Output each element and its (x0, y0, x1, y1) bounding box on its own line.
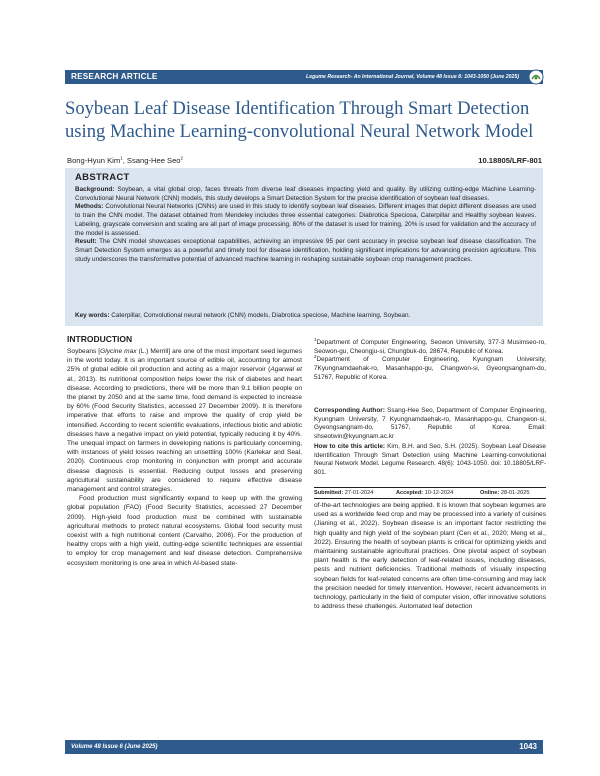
cite-label: How to cite this article: (314, 443, 386, 450)
affiliation-1 (314, 336, 546, 356)
methods-label: Methods: (75, 203, 104, 211)
doi[interactable]: 10.18805/LRF-801 (478, 156, 542, 165)
intro-paragraph-2: Food production must significantly expand to keep up with the growing global population (FAO) (Food Security Statistics, accessed 27 December 2009). High-yield food production must be combined with sustainable agricultural methods to protect natural ecosystems. Global food security must coexist with a high nutritional content (Carvalho, 2006). For the production of healthy crops with a high yield, cutting-edge scientific techniques are essential to employ for crop management and leaf disease detection. Comprehensive ecosystem monitoring is one area in which AI-based state- (67, 495, 302, 567)
keywords (75, 312, 535, 321)
abstract-heading: ABSTRACT (75, 172, 130, 183)
intro-p1-c: , 2013). Its nutritional composition helps lower the risk of diabetes and heart disease. According to predictions, there will be more than 9.1 billion people on the planet by 2050 and at the same time, food demand is expected to increase by 60% (Food Security Statistics, accessed 27 December 2009). It is therefore imperative that efforts to raise and improve the quality of crop yield be intensified. According to recent scientific evaluations, infectious biotic and abiotic diseases have a negative impact on yield potential, typically reducing it by 40%. The unequal impact on farmers in developing nations is particularly concerning, with instances of yield losses reaching an unsettling 100% (Karlekar and Seal, 2020). Continuous crop monitoring in conjunction with prompt and accurate disease diagnosis is essential. Reducing output losses and preserving agricultural sustainability are considered to require effective disease management and control strategies. (67, 375, 302, 494)
background-text: Soybean, a vital global crop, faces threats from diverse leaf diseases impacting yield and quality. By utilizing cutting-edge Machine Learning-Convolutional Neural Network (CNN) models, this study develops a Smart Detection System for the precise identification of soybean leaf diseases. (75, 186, 536, 202)
intro-paragraph-1 (67, 347, 302, 494)
introduction-heading: INTRODUCTION (67, 334, 133, 344)
author-2-sup: 2 (180, 155, 184, 161)
author-2: , Ssang-Hee Seo (122, 156, 181, 165)
affiliation-2-sup: 2 (314, 354, 317, 360)
accepted-label: Accepted: (396, 490, 424, 496)
title-line-1: Soybean Leaf Disease Identification Through Smart Detection (65, 98, 530, 119)
authors (67, 156, 183, 165)
second-column-text: of-the-art technologies are being applied. It is known that soybean legumes are used as a worldwide feed crop and may be processed into a variety of cuisines (Jianing et al., 2022). Soybean disease is an important factor restricting the high quality and high yield of the soybean plant (Cen et al., 2020; Meng et al., 2022). Ensuring the health of soybean plants is critical for optimizing yields and maintaining sustainable agricultural practices. One pivotal aspect of soybean plant health is the early detection of leaf-related issues, including diseases, pests and nutrient deficiencies. Traditional methods of visually inspecting soybean fields for leaf-related concerns are often time-consuming and may lack the precision needed for timely intervention. However, recent advancements in technology, particularly in the field of computer vision, offer innovative solutions to address these challenges. Automated leaf detection (314, 502, 546, 611)
introduction-column (67, 334, 302, 568)
affiliation-1-text: Department of Computer Engineering, Seowon University, 377-3 Musimseo-ro, Seowon-gu, Cheongju-si, Chungbuk-do, 28674, Republic of Korea. (314, 339, 546, 355)
methods-text: Convolutional Neural Networks (CNNs) are used in this study to identify soybean leaf diseases. Different images that depict different diseases are used to train the CNN model. The dataset obtained from Mendeley includes three essential categories: Diabrotica Speciosa, Caterpillar and Healthy soybean leaves. Labeling, grayscale conversion and scaling are all part of image processing. 80% of the dataset is used for training, 20% is used for validation and the accuracy of the model is assessed. (75, 203, 536, 237)
affiliation-2-text: Department of Computer Engineering, Kyungnam University, 7Kyungnamdaehak-ro, Masanhappo-gu, Changwon-si, Gyeongsangnam-do, 51767, Republic of Korea. (314, 356, 546, 381)
cite-text: Kim, B.H. and Seo, S.H. (2025). Soybean Leaf Disease Identification Through Smart Detection using Machine Learning-convolutional Neural Network Model. Legume Research. 48(6): 1043-1050. doi: 10.18805/LRF-801. (314, 443, 546, 477)
corresponding-author (314, 407, 546, 442)
author-1: Bong-Hyun Kim (67, 156, 121, 165)
intro-p1-b: (L.) Merrill] are one of the most important seed legumes in the world today. It is an important source of edible oil, accounting for almost 25% of global edible oil production and acting as a major reservoir ( (67, 348, 302, 374)
accepted-date: 10-12-2024 (424, 490, 454, 496)
submitted-date: 27-01-2024 (344, 490, 374, 496)
abstract-methods (75, 203, 536, 238)
page-number: 1043 (519, 742, 537, 751)
affiliation-1-sup: 1 (314, 336, 317, 342)
submitted-label: Submitted: (314, 490, 344, 496)
article-dates (314, 487, 546, 499)
affiliation-2 (314, 356, 546, 382)
result-text: The CNN model showcases exceptional capabilities, achieving an impressive 95 per cent accuracy in precise soybean leaf disease classification. The Smart Detection System emerges as a powerful and timely tool for disease identification, holding significant implications for advancing precision agriculture. This study underscores the transformative potential of advanced machine learning in reshaping sustainable soybean crop management practices. (75, 238, 536, 263)
title-line-2: using Machine Learning-convolutional Neural Network Model (65, 121, 534, 142)
online-label: Online: (480, 490, 500, 496)
journal-logo-icon (528, 69, 544, 85)
author-1-sup: 1 (120, 155, 123, 161)
article-type-label: RESEARCH ARTICLE (71, 72, 158, 81)
keywords-label: Key words: (75, 312, 110, 319)
journal-citation: Legume Research- An International Journal, Volume 48 Issue 6: 1043-1050 (June 2025) (306, 74, 519, 80)
citation-agarwal: Agarwal et al. (67, 366, 303, 383)
footer-bar (65, 740, 543, 754)
footer-volume: Volume 48 Issue 6 (June 2025) (71, 744, 158, 750)
abstract-body (75, 186, 536, 264)
corresponding-text: Ssang-Hee Seo, Department of Computer Engineering, Kyungnam University, 7 Kyungnamdaehak-ro, Masanhappo-gu, Changwon-si, Gyeongsangnam-do, 51767, Republic of Korea. Email: shseotwin@kyungnam.ac.kr (314, 407, 546, 441)
background-label: Background: (75, 186, 115, 193)
abstract-box (65, 168, 543, 326)
header-bar (65, 70, 543, 84)
affiliations (314, 336, 546, 383)
article-title (65, 97, 545, 143)
result-label: Result: (75, 238, 97, 246)
online-date: 28-01-2025 (500, 490, 530, 496)
how-to-cite (314, 443, 546, 478)
abstract-result (75, 238, 536, 264)
keywords-text: Caterpillar, Convolutional neural network (CNN) models, Diabrotica speciose, Machine learning, Soybean. (111, 312, 411, 319)
corresponding-label: Corresponding Author: (314, 407, 385, 414)
intro-p1-a: Soybeans [ (67, 348, 101, 355)
species-name: Glycine max (100, 348, 137, 355)
abstract-background (75, 186, 536, 203)
